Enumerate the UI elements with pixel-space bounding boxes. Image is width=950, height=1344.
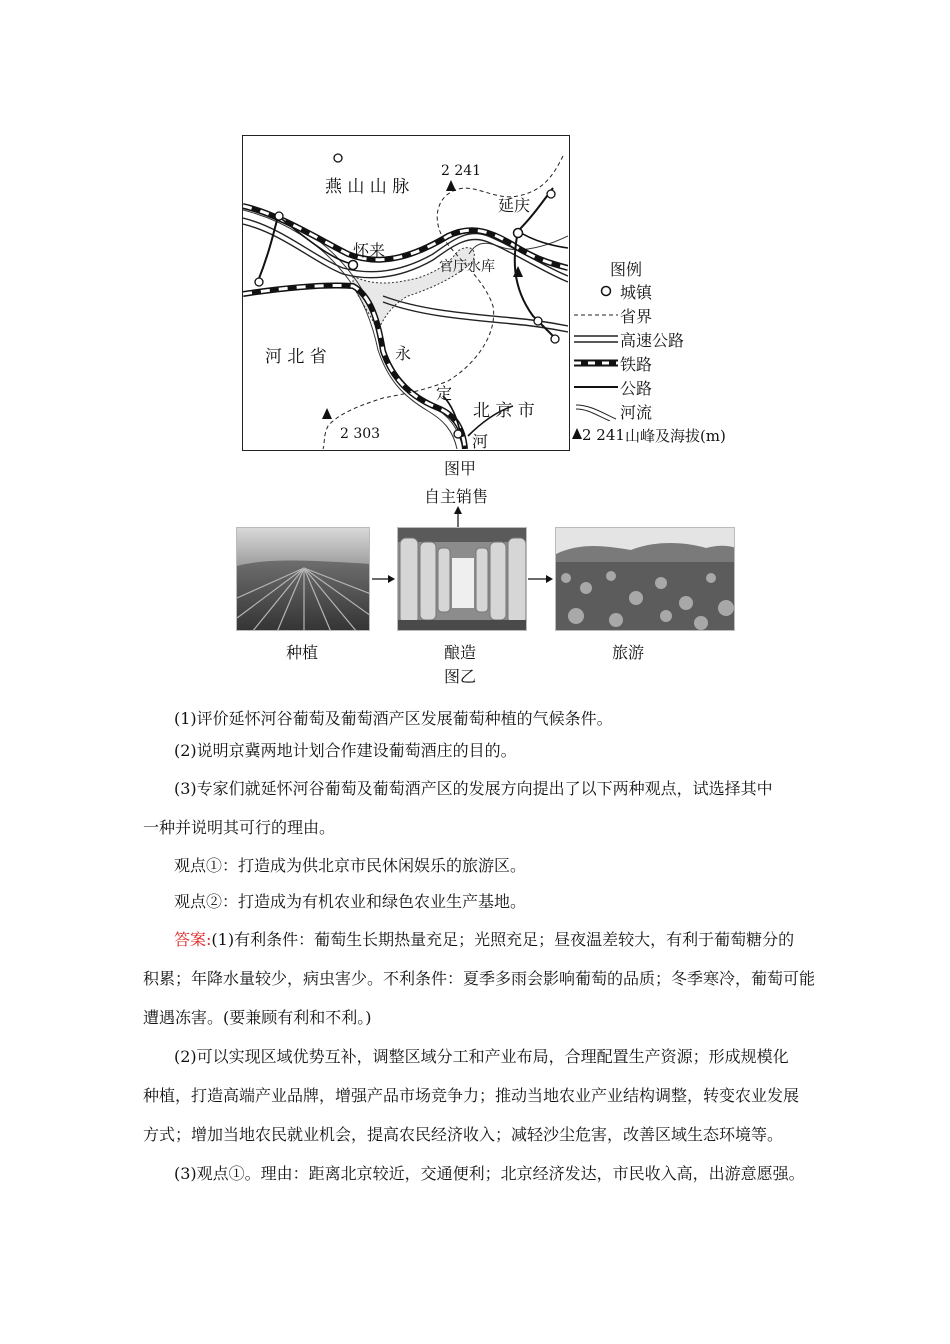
- map-label-he: 河: [472, 432, 489, 451]
- question-3: (3)专家们就延怀河谷葡萄及葡萄酒产区的发展方向提出了以下两种观点，试选择其中: [174, 779, 773, 798]
- town-marker: [534, 317, 542, 325]
- question-2: (2)说明京冀两地计划合作建设葡萄酒庄的目的。: [174, 741, 517, 760]
- figure-a-caption: 图甲: [444, 459, 477, 478]
- answer-line-4: (2)可以实现区域优势互补，调整区域分工和产业布局，合理配置生产资源；形成规模化: [174, 1047, 789, 1066]
- answer-line-5: 种植，打造高端产业品牌，增强产品市场竞争力；推动当地农业产业结构调整，转变农业发展: [143, 1086, 800, 1105]
- flow-top-label: 自主销售: [424, 487, 489, 506]
- town-marker: [551, 335, 559, 343]
- answer-line-7: (3)观点①。理由：距离北京较近，交通便利；北京经济发达，市民收入高，出游意愿强。: [174, 1164, 805, 1183]
- town-marker: [454, 430, 462, 438]
- flow-step-planting: 种植: [286, 643, 319, 662]
- map-label-hebei: 河 北 省: [265, 347, 327, 367]
- map-label-reservoir: 官厅水库: [439, 259, 495, 275]
- legend-title: 图例: [610, 260, 643, 279]
- viewpoint-1: 观点①：打造成为供北京市民休闲娱乐的旅游区。: [174, 856, 527, 875]
- town-marker: [514, 229, 523, 238]
- brewing-photo: [397, 527, 527, 631]
- legend-peak-value: 2 241: [582, 426, 625, 444]
- answer-line-2: 积累；年降水量较少，病虫害少。不利条件：夏季多雨会影响葡萄的品质；冬季寒冷，葡萄可能: [143, 969, 816, 988]
- legend-item-road: [574, 376, 652, 398]
- road: [258, 216, 278, 281]
- map-label-ding: 定: [436, 384, 453, 403]
- peak-icon: [572, 425, 582, 445]
- planting-photo: [236, 527, 370, 631]
- map-label-yanqing: 延庆: [498, 196, 531, 215]
- legend-label: 省界: [620, 306, 653, 326]
- answer-line-3: 遭遇冻害。(要兼顾有利和不利。): [143, 1008, 372, 1027]
- legend-label: 河流: [620, 402, 653, 422]
- viewpoint-2: 观点②：打造成为有机农业和绿色农业生产基地。: [174, 892, 527, 911]
- map-label-beijing: 北 京 市: [473, 401, 535, 421]
- town-marker: [334, 154, 342, 162]
- answer-line-1: [174, 932, 794, 948]
- map-label-peak-2241: 2 241: [441, 163, 482, 179]
- question-1: (1)评价延怀河谷葡萄及葡萄酒产区发展葡萄种植的气候条件。: [174, 709, 613, 728]
- town-icon: [574, 281, 620, 301]
- legend-item-expressway: [574, 328, 684, 350]
- answer-text: (1)有利条件：葡萄生长期热量充足；光照充足；昼夜温差较大，有利于葡萄糖分的: [211, 930, 795, 949]
- figure-b-caption: 图乙: [444, 667, 477, 686]
- road-icon: [574, 377, 620, 397]
- map-frame: [242, 135, 570, 451]
- legend-label: 城镇: [620, 282, 653, 302]
- question-3-cont: 一种并说明其可行的理由。: [143, 818, 336, 837]
- legend-label: 公路: [620, 378, 653, 398]
- legend-item-town: [574, 280, 652, 302]
- peak-marker: [322, 408, 332, 419]
- legend-item-river: [574, 400, 652, 422]
- river-icon: [574, 401, 620, 421]
- town-marker: [255, 278, 263, 286]
- railway: [243, 285, 465, 449]
- town-marker: [349, 261, 358, 270]
- legend-item-peak: [572, 424, 726, 446]
- town-marker: [547, 190, 555, 198]
- railway: [243, 285, 465, 449]
- peak-marker: [446, 180, 456, 191]
- legend-label: 高速公路: [620, 330, 685, 350]
- flow-step-brewing: 酿造: [444, 643, 477, 662]
- expressway-icon: [574, 329, 620, 349]
- legend-label: 山峰及海拔(m): [624, 426, 726, 445]
- map-label-peak-2303: 2 303: [340, 426, 381, 442]
- answer-line-6: 方式；增加当地农民就业机会，提高农民经济收入；减轻沙尘危害，改善区域生态环境等。: [143, 1125, 784, 1144]
- legend-item-border: [574, 304, 652, 326]
- tourism-photo: [555, 527, 735, 631]
- legend-item-railway: [574, 352, 652, 374]
- railway-icon: [574, 353, 620, 373]
- map-label-huailai: 怀来: [353, 241, 386, 260]
- flow-step-tourism: 旅游: [612, 643, 645, 662]
- town-marker: [275, 212, 283, 220]
- map-label-yong: 永: [395, 344, 412, 363]
- legend-label: 铁路: [620, 354, 653, 374]
- map-label-yanshan: 燕 山 山 脉: [325, 177, 410, 197]
- border-icon: [574, 305, 620, 325]
- answer-label: 答案:: [174, 930, 212, 949]
